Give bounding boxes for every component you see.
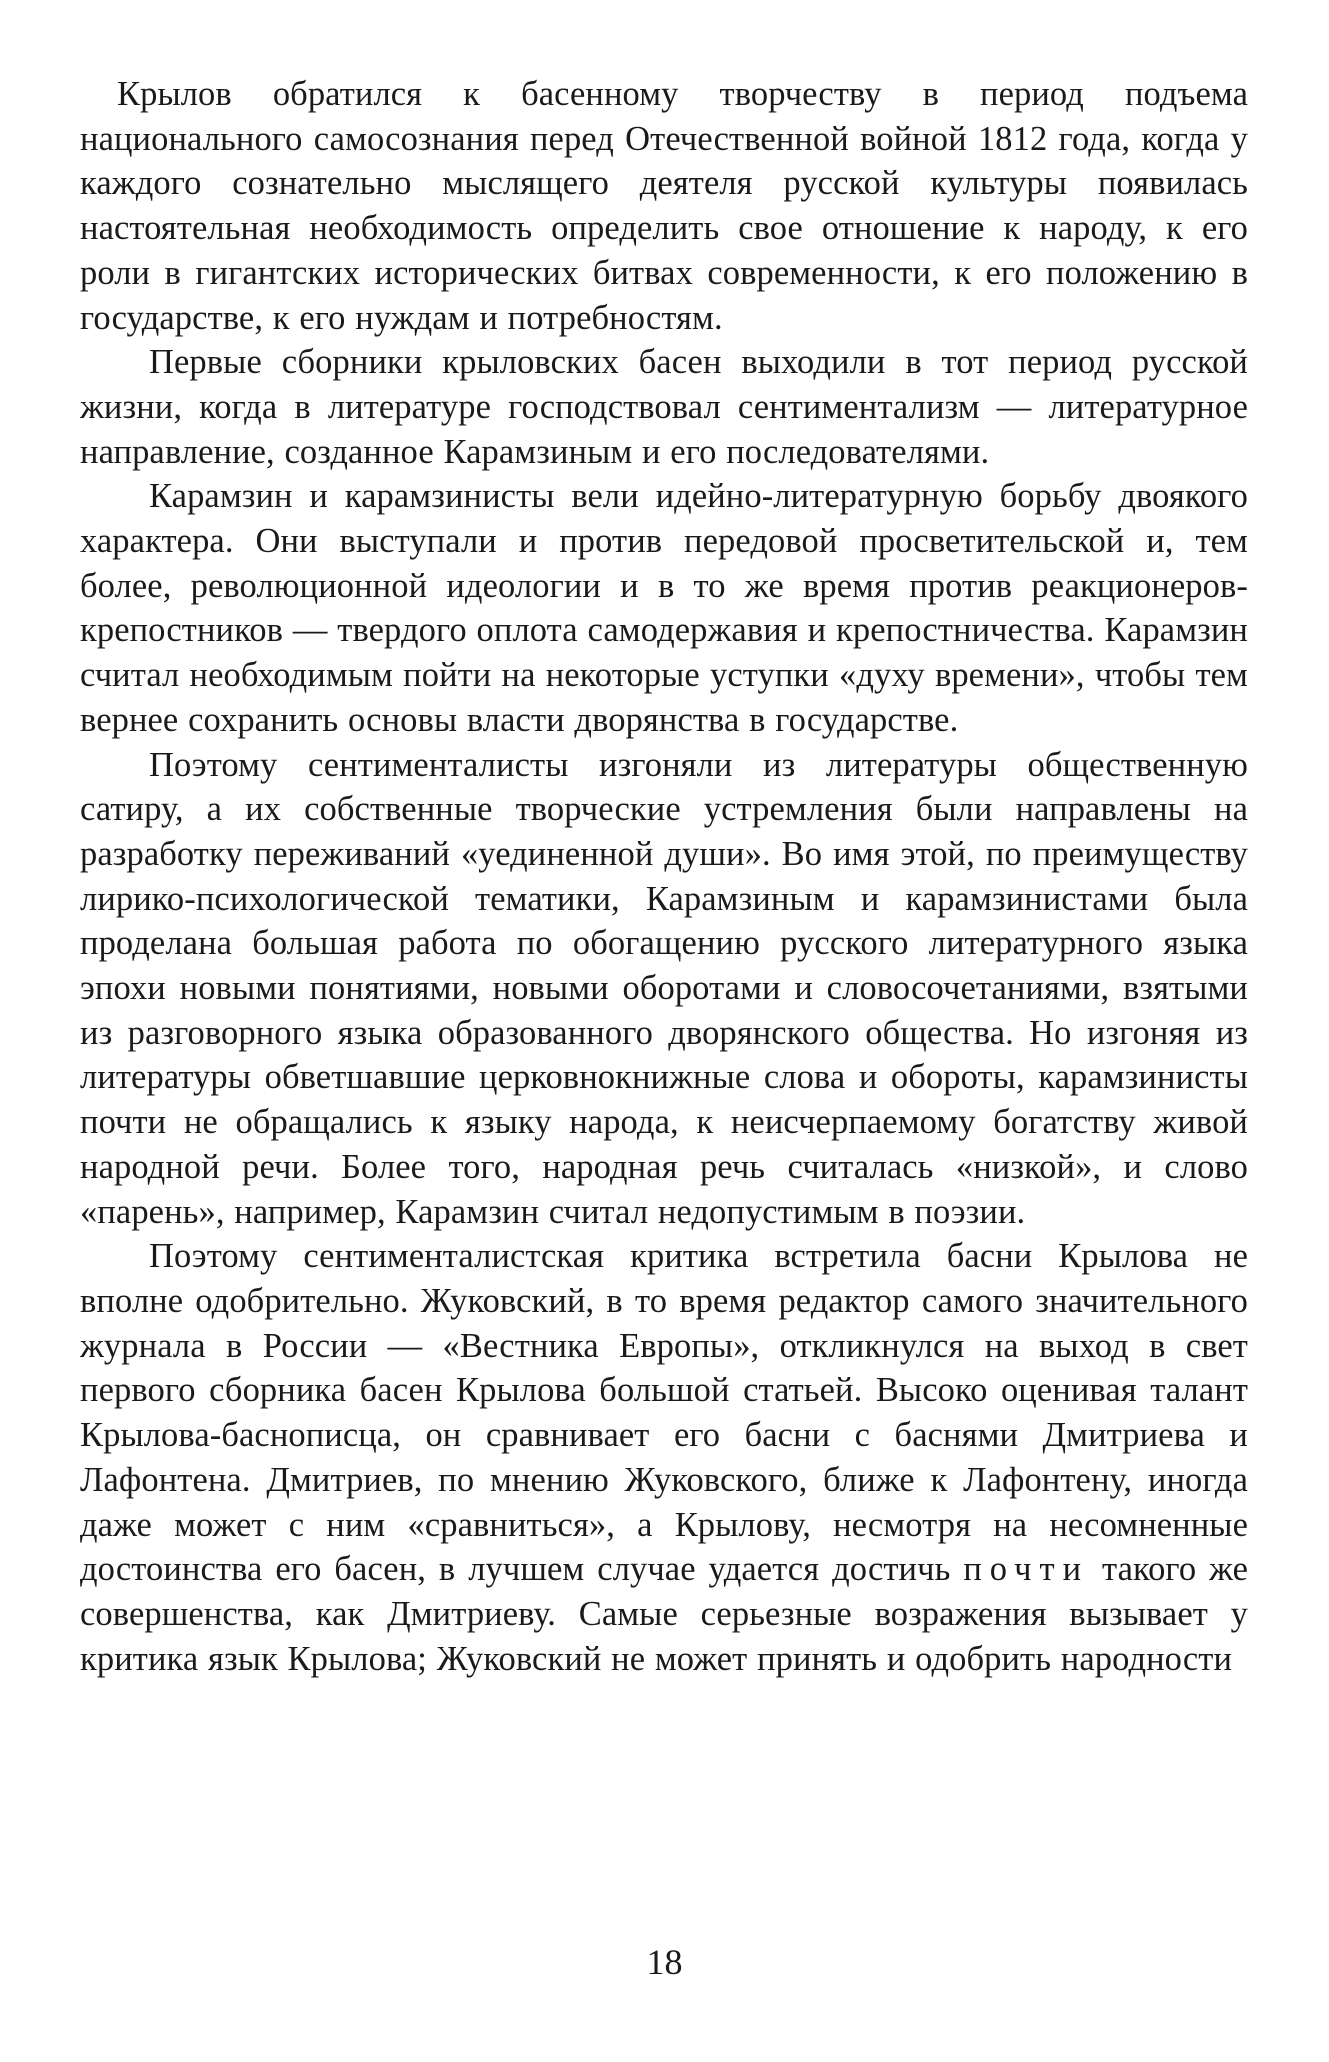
paragraph-2: Первые сборники крыловских басен выходили в тот период русской жизни, когда в литературе господствовал сентиментализм — литературное направление, созданное Карамзиным и его последователями. [80,343,1248,471]
paragraph-1: Крылов обратился к басенному творчеству в период подъема национального самосознания перед Отечественной войной 1812 года, когда у каждого сознательно мыслящего деятеля русской культуры появилась настоятельная необходимость определить свое отношение к народу, к его роли в гигантских исторических битвах современности, к его положению в государстве, к его нуждам и потребностям. [80,75,1248,337]
body-text [80,72,1248,1681]
paragraph-4: Поэтому сентименталисты изгоняли из литературы общественную сатиру, а их собственные творческие устремления были направлены на разработку переживаний «уединенной души». Во имя этой, по преимуществу лирико-психологической тематики, Карамзиным и карамзинистами была проделана большая работа по обогащению русского литературного языка эпохи новыми понятиями, новыми оборотами и словосочетаниями, взятыми из разговорного языка образованного дворянского общества. Но изгоняя из литературы обветшавшие церковнокнижные слова и обороты, карамзинисты почти не обращались к языку народа, к неисчерпаемому богатству живой народной речи. Более того, народная речь считалась «низкой», и слово «парень», например, Карамзин считал недопустимым в поэзии. [80,745,1248,1231]
page-number: 18 [646,1942,683,1982]
paragraph-5-text-before: Поэтому сентименталистская критика встретила басни Крылова не вполне одобрительно. Жуковский, в то время редактор самого значительного журнала в России — «Вестника Европы», откликнулся на выход в свет первого сборника басен Крылова большой статьей. Высоко оценивая талант Крылова-баснописца, он сравнивает его басни с баснями Дмитриева и Лафонтена. Дмитриев, по мнению Жуковского, ближе к Лафонтену, иногда даже может с ним «сравниться», а Крылову, несмотря на несомненные достоинства его басен, в лучшем случае удается достичь [80,1237,1248,1589]
paragraph-5 [80,1234,1248,1681]
paragraph-3: Карамзин и карамзинисты вели идейно-литературную борьбу двоякого характера. Они выступали и против передовой просветительской и, тем более, революционной идеологии и в то же время против реакционеров-крепостников — твердого оплота самодержавия и крепостничества. Карамзин считал необходимым пойти на некоторые уступки «духу времени», чтобы тем вернее сохранить основы власти дворянства в государстве. [80,477,1248,739]
paragraph-5-text-after: такого же совершенства, как Дмитриеву. Самые серьезные возражения вызывает у критика язык Крылова; Жуковский не может принять и одобрить народности [80,1550,1248,1678]
spaced-emphasis: почти [963,1550,1090,1589]
